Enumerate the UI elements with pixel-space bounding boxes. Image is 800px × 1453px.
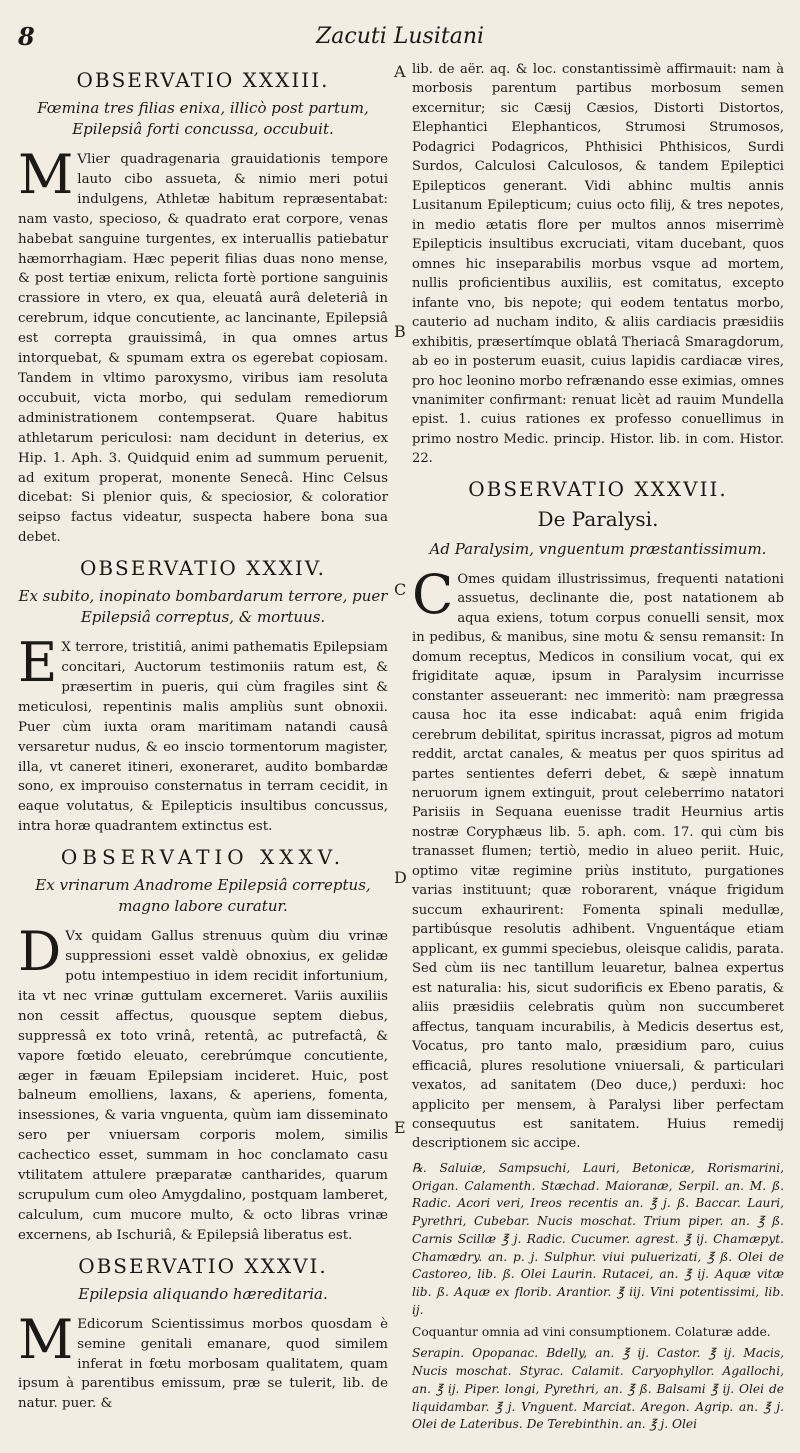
recipe-additions: Serapin. Opopanac. Bdelly, an. ℥ ij. Castor. ℥ ij. Macis, Nucis moschat. Styrac. Calamit. Caryophyllor. Agallochi, an. ℥ ij. Piper. longi, Pyrethri, an. ℥ ß. Balsami ℥ ij. Olei de liquidambar. ℥ j. Vnguent. Marciat. Aregon. Agrip. an. ℥ j. Olei de Lateribus. De Terebinthin. an. ℥ j. Olei [412,1346,784,1432]
observation-subtitle: Ex vrinarum Anadrome Epilepsiâ correptus, magno labore curatur. [35,876,371,916]
observation-35 [18,845,388,1246]
recipe-instruction: Coquantur omnia ad vini consumptionem. Colaturæ adde. [412,1324,771,1339]
observation-text [18,143,388,548]
observation-subtitle: De Paralysi. [537,506,659,531]
observation-body: Vlier quadragenaria grauidationis tempore lauto cibo assueta, & nimio meri potui indulgens, Athletæ habitum repræsentabat: nam vasto, specioso, & quadrato erat corpore, venas habebat sanguine turgentes, ex interuallis patiebatur hæmorrhagiam. Hæc peperit filias duas nono mense, & post tertiæ enixum, relicta fortè portione sanguinis crassiore in vtero, ex qua, eleuatâ aurâ deleteriâ in cerebrum, idque concutiente, ac lancinante, Epilepsiâ est correpta grauissimâ, in qua omnes artus intorquebat, & spumam extra os egerebat copiosam. Tandem in vltimo paroxysmo, viribus iam resoluta occubuit, victa morbo, qui sedulam remediorum administrationem contempserat. Quare habitus athletarum periculosi: nam decidunt in deterius, ex Hip. 1. Aph. 3. Quidquid enim ad summum peruenit, ad exitum properat, monente Senecâ. Hinc Celsus dicebat: Si plenior quis, & speciosior, & coloratior seipso factus videatur, suspecta habere bona sua debet. [18,152,388,546]
observation-body: Omes quidam illustrissimus, frequenti natationi assuetus, declinante die, post natationem ab aqua exiens, totum corpus conuelli sensit, mox in pedibus, & manibus, sine motu & sensu remansit: In domum receptus, Medicos in consilium vocat, qui ex frigiditate aquæ, ipsum in Paralysim incurrisse constanter asseuerant: nec immeritò: nam prægressa causa hoc ita esse indicabat: aquâ enim frigida cerebrum debilitat, spiritus incrassat, pigros ad motum reddit, arctat canales, & meatus per quos spiritus ad partes sentientes deferri debet, & sæpè innatum neruorum ignem extinguit, prout celeberrimo natatori Parisiis in Sequana euenisse tradit Heurnius artis nostræ Coryphæus lib. 5. aph. com. 17. qui cùm bis tranasset flumen; tertiò, medio in alueo periit. Huic, optimo vitæ regimine priùs instituto, purgationes varias instituunt; quæ roborarent, vnáque frigidum succum exhaurirent: Fomenta spinali medullæ, partibúsque resolutis adhibent. Vnguentáque etiam applicant, ex gummi speciebus, oleisque calidis, parata. Sed cùm iis nec tantillum leuaretur, balnea expertus est naturalia: his, sicut sudorificis ex Ebeno paratis, & aliis præsidiis celebratis quùm non succumberet affectus, tanquam incurabilis, à Medicis desertus est, Vocatus, pro tanto malo, præsidium paro, cuius efficaciâ, plures resolutione vniuersali, & particulari vexatos, ad sanitatem (Deo duce,) perduxi: hoc applicito per mensem, à Paralysi liber perfectam consequutus est sanitatem. Huius remedij descriptionem sic accipe. [412,571,784,1152]
observation-34 [18,556,388,837]
observation-body: X terrore, tristitiâ, animi pathematis Epilepsiam concitari, Auctorum testimoniis ratum est, & præsertim in pueris, qui cùm fragiles sint & meticulosi, repentinis malis ampliùs sunt obnoxii. Puer cùm iuxta oram maritimam natandi causâ versaretur nudus, & eo inscio tormentorum magister, illa, vt caneret itineri, exoneraret, audito bombardæ sono, ex improuiso consternatus in terram cecidit, in eaque volutatus, & Epilepticis insultibus concussus, intra horæ quadrantem extinctus est. [18,640,388,835]
continued-text: lib. de aër. aq. & loc. constantissimè affirmauit: nam à morbosis parentum partibus morbosum semen excernitur; sic Cæsij Cæsios, Distorti Distortos, Elephantici Elephanticos, Strumosi Strumosos, Podagrici Podagricos, Phthisici Phthisicos, Surdi Surdos, Calculosi Calculosos, & tandem Epileptici Epilepticos generant. Vidi abhinc multis annis Lusitanum Epilepticum; cuius octo filij, & tres nepotes, in medio ætatis flore per multos annos miserrimè Epilepticis insultibus excruciati, vitam ducebant, quos omnes hic inseparabilis morbus vsque ad mortem, nullis proficientibus auxiliis, est comitatus, excepto infante vno, bis nepote; qui eodem tentatus morbo, cauterio ad nucham indito, & aliis cardiacis præsidiis exhibitis, præsertímque oblatâ Theriacâ Smaragdorum, ab eo in posterum euasit, cuius lapidis cardiacæ vires, pro hoc leonino morbo refrænando esse eximias, omnes vnanimiter confirmant: renuat licèt ad rauim Mundella epist. 1. cuius rationes ex professo conuellimus in primo nostro Medic. princip. Histor. lib. in com. Histor. 22. [412,62,784,467]
drop-cap: M [18,143,74,206]
observation-33 [18,68,388,548]
observation-body: Vx quidam Gallus strenuus quùm diu vrinæ suppressioni esset valdè obnoxius, ex gelidæ potu intempestiuo in idem recidit infortunium, ita vt nec vrinæ guttulam excerneret. Variis auxiliis non cessit affectus, quousque septem diebus, suppressâ ex toto vrinâ, retentâ, ac putrefactâ, & vapore fœtido eleuato, cerebrúmque concutiente, æger in fæuam Epilepsiam incideret. Huic, post balneum emolliens, laxans, & aperiens, fomenta, insessiones, & varia vnguenta, quùm iam disseminato sero per vniuersam corporis molem, similis cachectico esset, summam in hoc conclamato casu vtilitatem attulere præparatæ cantharides, quarum scrupulum cum oleo Amygdalino, postquam lamberet, calculum, cum mucore multo, & octo libras vrinæ excernens, ab Ischuriâ, & Epilepsiâ liberatus est. [18,929,388,1243]
observation-36 [18,1254,388,1415]
observation-text [18,631,388,837]
drop-cap: D [18,920,62,984]
drop-cap: C [412,562,454,626]
observation-heading: OBSERVATIO XXXIII. [76,68,330,92]
observation-37 [412,477,784,1434]
observation-subtitle-secondary: Ad Paralysim, vnguentum præstantissimum. [429,539,767,558]
observation-body: Edicorum Scientissimus morbos quosdam è semine genitali emanare, quod similem inferat in fœtu morbosam qualitatem, quam ipsum à parentibus emissum, præ se tulerit, lib. de natur. puer. & [18,1316,388,1412]
running-title: Zacuti Lusitani [316,24,485,49]
observation-text [412,562,784,1154]
margin-letter-d: D [394,868,407,887]
recipe-ingredients: ℞. Saluiæ, Sampsuchi, Lauri, Betonicæ, Rorismarini, Origan. Calamenth. Stæchad. Maioranæ, Serpil. an. M. ß. Radic. Acori veri, Ireos recentis an. ℥ j. ß. Baccar. Lauri, Pyrethri, Cubebar. Nucis moschat. Trium piper. an. ℥ ß. Carnis Scillæ ℥ j. Radic. Cucumer. agrest. ℥ ij. Chamæpyt. Chamædry. an. p. j. Sulphur. viui puluerizati, ℥ ß. Olei de Castoreo, lib. ß. Olei Laurin. Rutacei, an. ℥ ij. Aquæ vitæ lib. ß. Aquæ ex florib. Arantior. ℥ iij. Vini potentissimi, lib. ij. [412,1160,784,1317]
observation-heading: OBSERVATIO XXXVII. [468,476,728,501]
page-number: 8 [18,22,35,51]
observation-heading: OBSERVATIO XXXIV. [79,556,327,581]
margin-letter-c: C [394,580,407,599]
observation-subtitle: Fœmina tres filias enixa, illicò post partum, Epilepsiâ forti concussa, occubuit. [37,99,369,138]
margin-letter-e: E [394,1118,406,1137]
margin-letter-b: B [394,322,406,341]
observation-heading: OBSERVATIO XXXVI. [78,1253,328,1278]
drop-cap: M [18,1307,74,1371]
observation-heading: OBSERVATIO XXXV. [60,845,346,870]
observation-subtitle: Epilepsia aliquando hæreditaria. [78,1284,328,1303]
observation-subtitle: Ex subito, inopinato bombardarum terrore, puer Epilepsiâ correptus, & mortuus. [18,587,388,627]
left-column [18,60,388,1420]
recipe-block [412,1160,784,1434]
right-column [412,60,784,1438]
observation-text [18,1307,388,1415]
drop-cap: E [18,631,58,695]
margin-letter-a: A [394,62,406,81]
observation-text [18,920,388,1246]
